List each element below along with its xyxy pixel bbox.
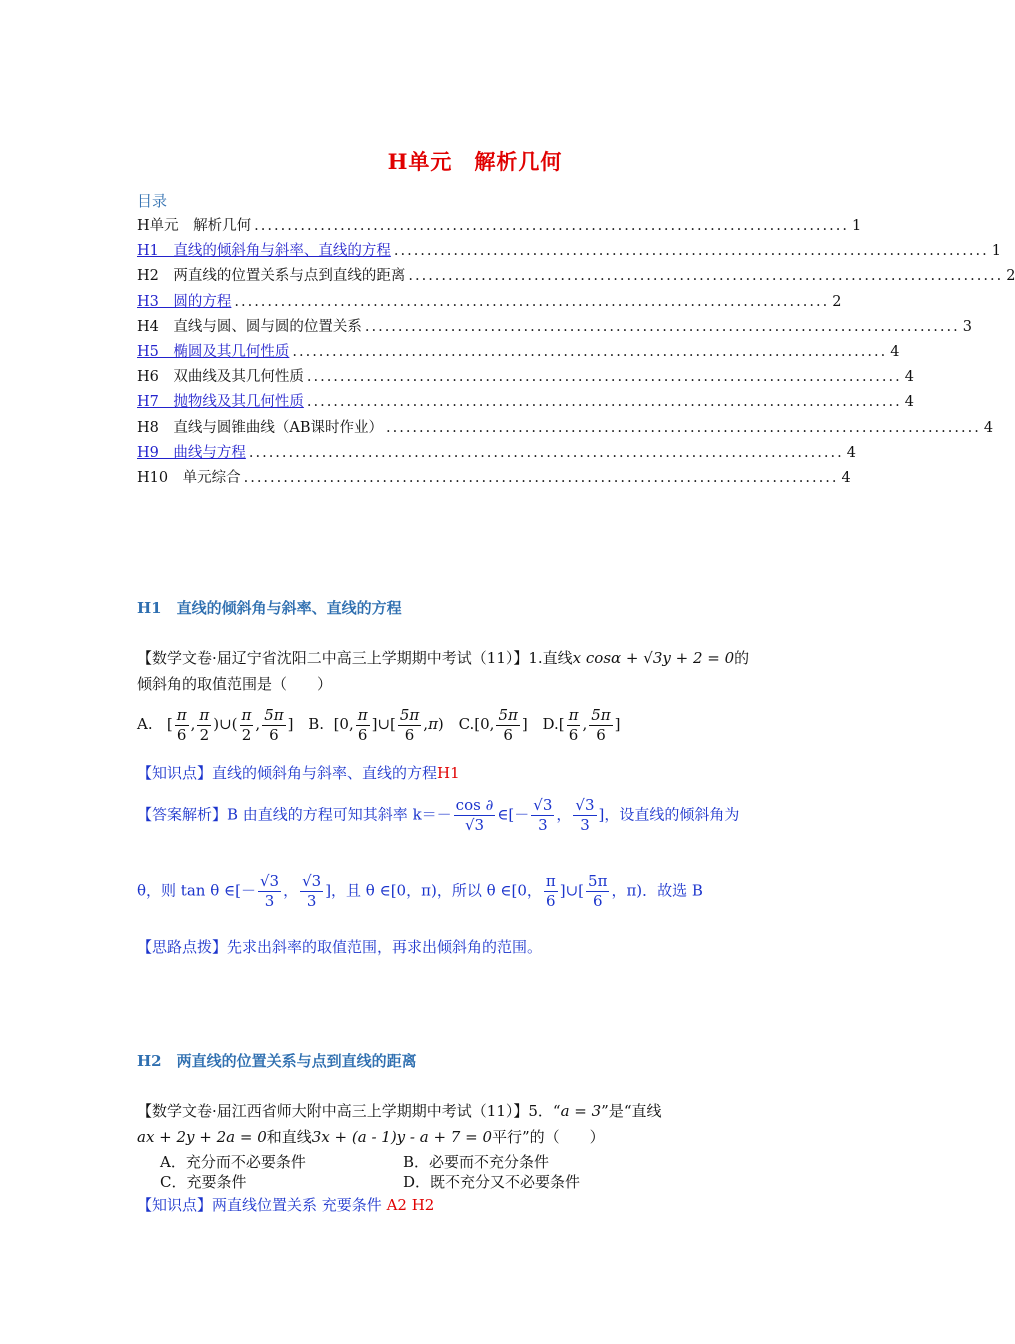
question-5-stem: 【数学文卷·届江西省师大附中高三上学期期中考试（11）】5．“a = 3”是“直线 ax + 2y + 2a = 0和直线3x + (a - 1)y - a + 7 = 0平行”的（ ） <box>137 1102 662 1146</box>
question-prompt: 倾斜角的取值范围是（ ） <box>137 675 333 693</box>
option-b[interactable]: B．必要而不充分条件 <box>403 1153 550 1171</box>
toc-entry[interactable]: H10 单元综合 .......................................................................................... 4 <box>137 466 799 491</box>
toc-entry[interactable]: H7 抛物线及其几何性质 .......................................................................................... 4 <box>137 390 799 415</box>
page-title: H单元 解析几何 <box>387 149 563 174</box>
toc-entry-page: 2 <box>832 293 842 310</box>
toc-entry-title: H2 两直线的位置关系与点到直线的距离 <box>137 268 406 285</box>
toc-entry-title[interactable]: H3 圆的方程 <box>137 293 232 310</box>
toc-entry-page: 4 <box>904 394 914 411</box>
toc-entry-title[interactable]: H9 曲线与方程 <box>137 444 246 461</box>
toc-entry[interactable]: H4 直线与圆、圆与圆的位置关系 .......................................................................................... 3 <box>137 315 799 340</box>
toc-heading: 目录 <box>137 192 168 210</box>
toc-entry-page: 4 <box>890 343 900 360</box>
option-d[interactable]: D．既不充分又不必要条件 <box>403 1173 581 1191</box>
toc-entry[interactable]: H5 椭圆及其几何性质 .......................................................................................... 4 <box>137 340 799 365</box>
line-equation: x cosα + √3y + 2 = 0 <box>572 649 735 667</box>
section-heading-h1: H1 直线的倾斜角与斜率、直线的方程 <box>137 599 402 617</box>
toc-entry-title[interactable]: H1 直线的倾斜角与斜率、直线的方程 <box>137 243 391 260</box>
option-c[interactable]: C.[0, $\frac{5\pi}{6}$ ] <box>458 706 528 744</box>
toc-entry-page: 4 <box>841 469 851 486</box>
toc-entry-title[interactable]: H7 抛物线及其几何性质 <box>137 394 304 411</box>
answer-analysis-1: 【答案解析】B 由直线的方程可知其斜率 k＝－ $\frac{\cos \partial}{√3}$ ∈[－ $\frac{√3}{3}$ ， $\frac{√3}{3}$ ]，设直线的倾斜角为 <box>137 796 740 834</box>
toc-entry[interactable]: H单元 解析几何 .......................................................................................... 1 <box>137 214 799 239</box>
toc-entry[interactable]: H6 双曲线及其几何性质 .......................................................................................... 4 <box>137 365 799 390</box>
toc-entry-title: H4 直线与圆、圆与圆的位置关系 <box>137 318 362 335</box>
toc-entry[interactable]: H1 直线的倾斜角与斜率、直线的方程 .......................................................................................... 1 <box>137 239 799 264</box>
option-b[interactable]: B. [0, $\frac{\pi}{6}$ ]∪[ $\frac{5\pi}{6}$ ,π) <box>308 706 444 744</box>
toc-entry[interactable]: H9 曲线与方程 .......................................................................................... 4 <box>137 441 799 466</box>
knowledge-point-1: 【知识点】直线的倾斜角与斜率、直线的方程H1 <box>137 764 460 782</box>
toc-entry-page: 2 <box>1006 268 1015 285</box>
question-1-stem: 【数学文卷·届辽宁省沈阳二中高三上学期期中考试（11）】1.直线x cosα + √3y + 2 = 0的 倾斜角的取值范围是（ ） <box>137 649 750 693</box>
option-d[interactable]: D.[ $\frac{\pi}{6}$ , $\frac{5\pi}{6}$ ] <box>542 706 621 744</box>
toc-entry-title[interactable]: H5 椭圆及其几何性质 <box>137 343 290 360</box>
question-source: 【数学文卷·届辽宁省沈阳二中高三上学期期中考试（11）】1.直线 <box>137 649 573 667</box>
option-a[interactable]: A. [ $\frac{\pi}{6}$ , $\frac{\pi}{2}$ )∪( $\frac{\pi}{2}$ , $\frac{5\pi}{6}$ ] <box>137 706 294 744</box>
table-of-contents <box>137 214 1015 491</box>
toc-entry-page: 4 <box>904 369 914 386</box>
toc-entry[interactable]: H2 两直线的位置关系与点到直线的距离 .......................................................................................... 2 <box>137 264 799 289</box>
answer-analysis-1-cont: θ，则 tan θ ∈[－ $\frac{√3}{3}$ ， $\frac{√3}{3}$ ]，且 θ ∈[0，π)，所以 θ ∈[0， $\frac{\pi}{6}$ ]∪[ $\frac{5\pi}{6}$ ，π)．故选 B <box>137 872 703 910</box>
toc-entry-title: H10 单元综合 <box>137 469 241 486</box>
thought-hint-1: 【思路点拨】先求出斜率的取值范围，再求出倾斜角的范围。 <box>137 938 543 956</box>
option-a[interactable]: A．充分而不必要条件 <box>160 1153 306 1171</box>
toc-entry-title: H8 直线与圆锥曲线（AB课时作业） <box>137 419 383 436</box>
toc-entry[interactable]: H3 圆的方程 .......................................................................................... 2 <box>137 290 799 315</box>
toc-entry-title: H6 双曲线及其几何性质 <box>137 369 304 386</box>
knowledge-point-5: 【知识点】两直线位置关系 充要条件 A2 H2 <box>137 1196 435 1214</box>
toc-entry-page: 4 <box>846 444 856 461</box>
toc-entry[interactable]: H8 直线与圆锥曲线（AB课时作业） .......................................................................................... 4 <box>137 416 799 441</box>
toc-entry-page: 3 <box>962 318 972 335</box>
question-1-options <box>137 706 631 745</box>
toc-entry-page: 1 <box>991 243 1001 260</box>
option-c[interactable]: C．充要条件 <box>160 1173 247 1191</box>
toc-entry-page: 4 <box>983 419 994 436</box>
toc-entry-title: H单元 解析几何 <box>137 218 252 234</box>
section-heading-h2: H2 两直线的位置关系与点到直线的距离 <box>137 1052 417 1070</box>
toc-entry-page: 1 <box>851 218 862 234</box>
